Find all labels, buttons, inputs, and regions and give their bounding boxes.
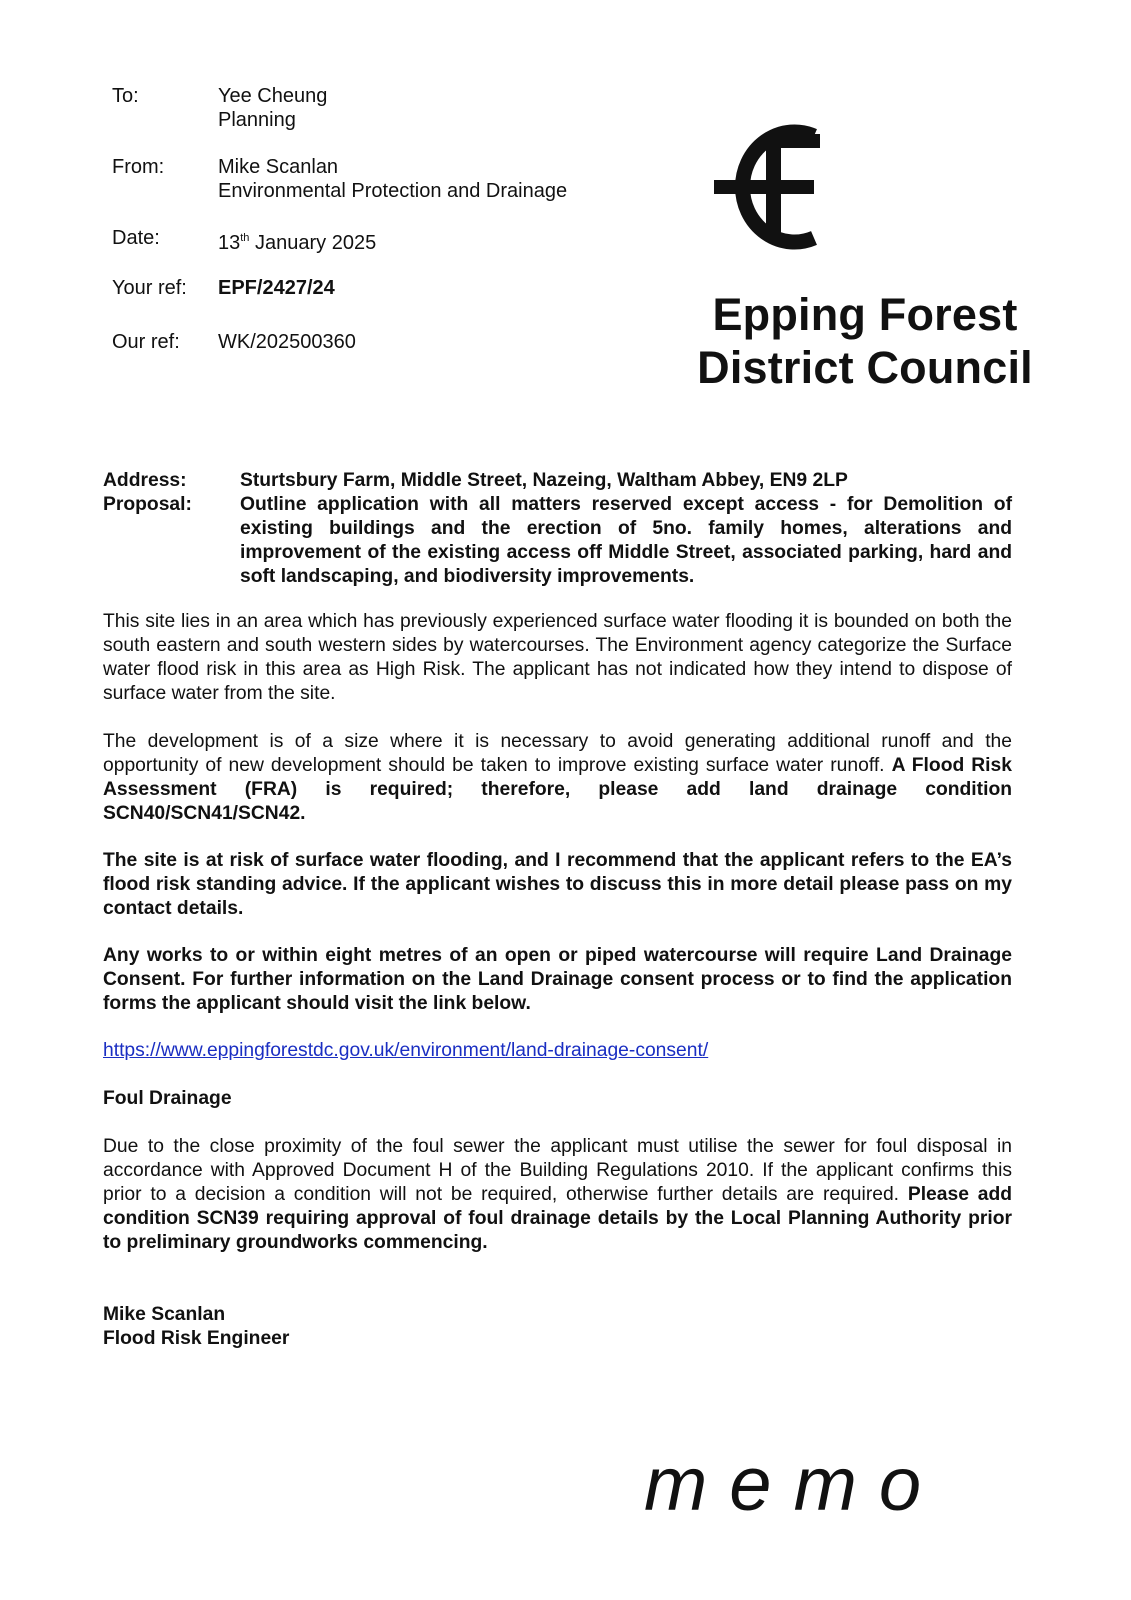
paragraph-runoff-condition: A Flood Risk Assessment (FRA) is required; therefore, please add land drainage condition SCN40/SCN41/SCN42. [103,755,1012,824]
address-value: Sturtsbury Farm, Middle Street, Nazeing, Waltham Abbey, EN9 2LP [240,470,848,491]
your-ref: EPF/2427/24 [218,277,335,299]
to-name: Yee Cheung [218,85,328,107]
date-label: Date: [112,227,160,249]
signature-title: Flood Risk Engineer [103,1328,290,1349]
date-day: 13 [218,232,241,254]
foul-drainage-heading: Foul Drainage [103,1088,232,1109]
proposal-value: Outline application with all matters reserved except access - for Demolition of existing buildings and the erection of 5no. family homes, alterations and improvement of the existing access off Middle Street, associated parking, hard and soft landscaping, and biodiversity improvements. [240,494,1012,587]
from-dept: Environmental Protection and Drainage [218,180,568,202]
memo-footer: memo [644,1442,944,1527]
your-ref-label: Your ref: [112,277,187,299]
proposal-row [103,493,1012,589]
signature [103,1303,1012,1351]
paragraph-flood-risk: The site is at risk of surface water flooding, and I recommend that the applicant refers to the EA’s flood risk standing advice. If the applicant wishes to discuss this in more detail please pass on my contact details. [103,850,1012,919]
to-dept: Planning [218,109,296,131]
paragraph-land-drainage: Any works to or within eight metres of an open or piped watercourse will require Land Drainage Consent. For further information on the Land Drainage consent process or to find the application forms the applicant should visit the link below. [103,945,1012,1014]
signature-name: Mike Scanlan [103,1304,226,1325]
date-suffix: th [240,232,250,244]
paragraph-foul-drainage-text: Due to the close proximity of the foul sewer the applicant must utilise the sewer for foul disposal in accordance with Approved Document H of the Building Regulations 2010. If the applicant confirms this prior to a decision a condition will not be required, otherwise further details are required. [103,1136,1012,1205]
paragraph-surface-water: This site lies in an area which has previously experienced surface water flooding it is bounded on both the south eastern and south western sides by watercourses. The Environment agency categorize the Surface water flood risk in this area as High Risk. The applicant has not indicated how they intend to dispose of surface water from the site. [103,611,1012,704]
address-row [103,469,1012,493]
date-rest: January 2025 [249,232,377,254]
paragraph-runoff [103,730,1012,826]
proposal-label: Proposal: [103,494,192,515]
memo-header [112,84,672,374]
date-value [218,226,376,255]
paragraph-runoff-text: The development is of a size where it is necessary to avoid generating additional runoff and the opportunity of new development should be taken to improve existing surface water runoff. [103,731,1012,776]
our-ref: WK/202500360 [218,331,356,353]
council-name-line2: District Council [697,342,1033,393]
land-drainage-link[interactable]: https://www.eppingforestdc.gov.uk/environment/land-drainage-consent/ [103,1040,709,1061]
council-name [690,288,1040,394]
from-label: From: [112,156,165,178]
application-details [103,469,1012,589]
council-name-line1: Epping Forest [712,289,1018,340]
from-name: Mike Scanlan [218,156,339,178]
land-drainage-link-row [103,1039,1012,1063]
paragraph-foul-drainage-condition: Please add condition SCN39 requiring approval of foul drainage details by the Local Planning Authority prior to preliminary groundworks commencing. [103,1184,1012,1253]
council-logo-icon [714,118,834,256]
address-label: Address: [103,470,187,491]
our-ref-label: Our ref: [112,331,180,353]
paragraph-foul-drainage [103,1135,1012,1255]
to-label: To: [112,85,139,107]
